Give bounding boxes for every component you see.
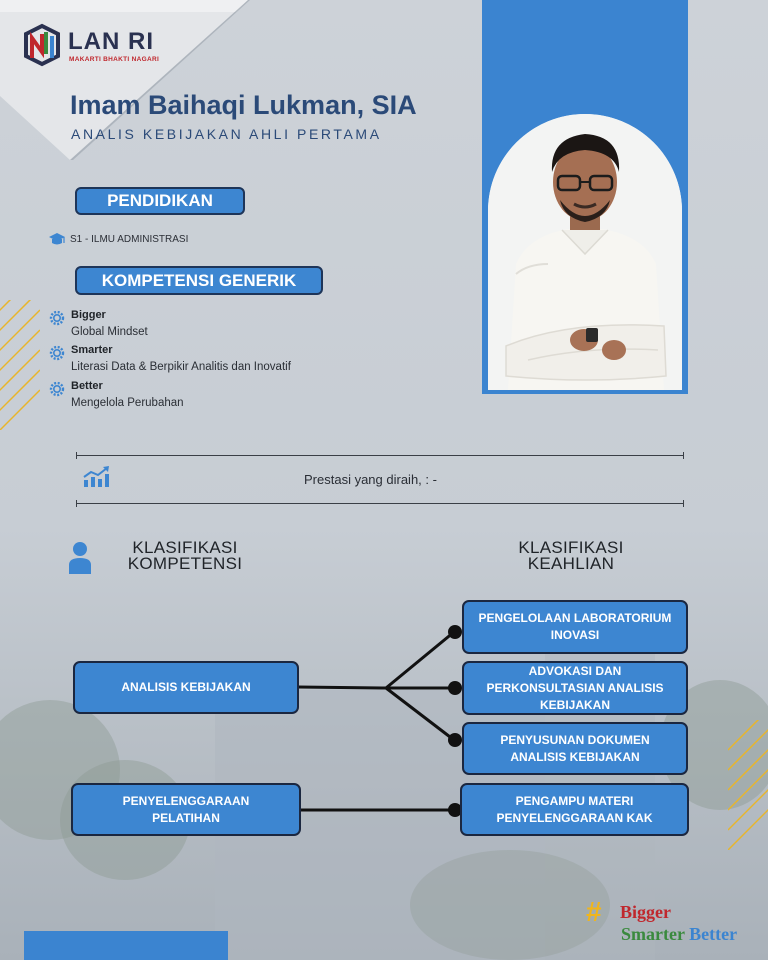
connector-dot	[448, 733, 462, 747]
competency-desc: Literasi Data & Berpikir Analitis dan Inovatif	[71, 361, 291, 373]
heading-line: KLASIFIKASI	[132, 538, 238, 557]
slogan-bigger: Bigger	[620, 902, 671, 922]
expertise-box	[462, 661, 688, 715]
heading-line: KOMPETENSI	[127, 554, 243, 573]
expertise-box	[460, 783, 689, 836]
profile-role: ANALIS KEBIJAKAN AHLI PERTAMA	[71, 126, 382, 142]
education-item: S1 - ILMU ADMINISTRASI	[70, 234, 189, 245]
competency-title: Bigger	[71, 309, 106, 321]
slogan-hash: #	[586, 896, 602, 927]
expertise-box-label: ADVOKASI DAN PERKONSULTASIAN ANALISIS KEBIJAKAN	[486, 663, 664, 712]
competency-heading: KOMPETENSI GENERIK	[75, 266, 323, 295]
logo-subtitle: MAKARTI BHAKTI NAGARI	[69, 56, 160, 63]
expertise-box-label: PENYUSUNAN DOKUMEN ANALISIS KEBIJAKAN	[500, 732, 650, 764]
competency-title: Smarter	[71, 344, 113, 356]
competency-desc: Global Mindset	[71, 326, 148, 338]
expertise-box	[462, 722, 688, 775]
competency-desc: Mengelola Perubahan	[71, 397, 184, 409]
slogan-better: Better	[689, 924, 738, 944]
achievement-text: Prestasi yang diraih, : -	[304, 472, 437, 487]
bottom-accent-bar	[24, 931, 228, 960]
expertise-box-label: PENGAMPU MATERI PENYELENGGARAAN KAK	[496, 793, 653, 825]
connector-dot	[448, 625, 462, 639]
heading-line: KLASIFIKASI	[518, 538, 624, 557]
profile-name: Imam Baihaqi Lukman, SIA	[70, 90, 417, 120]
logo-text: LAN RI	[68, 28, 154, 55]
heading-line: KEAHLIAN	[527, 554, 615, 573]
competency-box	[73, 661, 299, 714]
expertise-box-label: PENGELOLAAN LABORATORIUM INOVASI	[478, 611, 672, 642]
competency-box	[71, 783, 301, 836]
expertise-box	[462, 600, 688, 654]
connector-dot	[448, 681, 462, 695]
competency-title: Better	[71, 380, 103, 392]
competency-box-label: PENYELENGGARAAN PELATIHAN	[122, 793, 250, 825]
slogan-smarter: Smarter	[621, 924, 685, 944]
competency-box-label: ANALISIS KEBIJAKAN	[121, 680, 251, 694]
education-heading: PENDIDIKAN	[75, 187, 245, 215]
slogan-line2	[621, 924, 737, 945]
